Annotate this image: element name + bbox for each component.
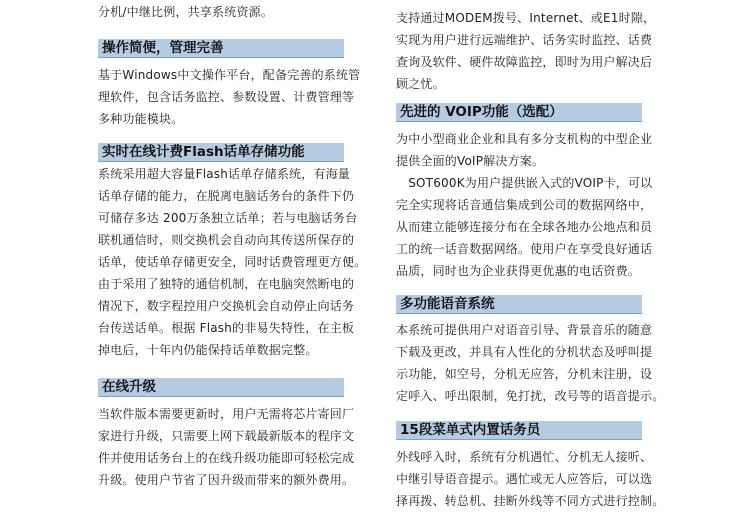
text-line: SOT600K为用户提供嵌入式的VOIP卡，可以: [396, 176, 653, 190]
section-body-voip: [396, 128, 666, 282]
intro-paragraph-right: [396, 7, 666, 95]
section-body-online-upgrade: [98, 403, 368, 491]
text-line: 示功能，如空号，分机无应答，分机未注册，设: [396, 367, 653, 381]
text-line: 情况下，数字程控用户交换机会自动停止向话务: [98, 299, 355, 313]
text-line: 由于采用了独特的通信机制，在电脑突然断电的: [98, 277, 355, 291]
text-line: 话单，使话单存储更安全，同时话费管理更方便。: [98, 255, 367, 269]
text-line: 中继引导语音提示。遇忙或无人应答后，可以选: [396, 472, 653, 486]
text-line: 择再拨、转总机、挂断外线等不同方式进行控制。: [396, 494, 665, 508]
text-line: 当软件版本需要更新时，用户无需将芯片寄回厂: [98, 407, 355, 421]
text-line: 外线呼入时，系统有分机遇忙、分机无人接听、: [396, 450, 653, 464]
text-line: 从而建立能够连接分布在全球各地办公地点和员: [396, 220, 653, 234]
text-line: 品质，同时也为企业获得更优惠的电话资费。: [396, 264, 641, 278]
text-line: 升级。使用户节省了因升级而带来的额外费用。: [98, 473, 355, 487]
section-heading-easy-operation: 操作简便，管理完善: [98, 39, 344, 58]
section-heading-operator: 15段菜单式内置话务员: [396, 421, 642, 440]
section-body-flash-billing: [98, 163, 368, 361]
text-line: 话单存储的能力，在脱离电脑话务台的条件下仍: [98, 189, 355, 203]
text-line: 支持通过MODEM拨号、Internet、或E1时隙，: [396, 11, 656, 25]
text-line: 件并使用话务台上的在线升级功能即可轻松完成: [98, 451, 355, 465]
text-line: 定呼入、呼出限制，免打扰，改号等的语音提示。: [396, 389, 665, 403]
text-line: 下载及更改，并具有人性化的分机状态及呼叫提: [396, 345, 653, 359]
section-body-voice-system: [396, 319, 666, 407]
text-line: 联机通信时，则交换机会自动向其传送所保存的: [98, 233, 355, 247]
text-line: 本系统可提供用户对语音引导、背景音乐的随意: [396, 323, 653, 337]
section-body-operator: [396, 446, 666, 512]
text-line: 提供全面的VoIP解决方案。: [396, 154, 545, 168]
section-heading-voip: 先进的 VOIP功能（选配）: [396, 103, 642, 122]
text-line: 系统采用超大容量Flash话单存储系统，有海量: [98, 167, 351, 181]
text-line: 工的统一话音数据网络。使用户在享受良好通话: [396, 242, 653, 256]
text-line: 完全实现将话音通信集成到公司的数据网络中，: [396, 198, 653, 212]
text-line: 实现为用户进行远端维护、话务实时监控、话费: [396, 33, 653, 47]
section-heading-flash-billing: 实时在线计费Flash话单存储功能: [98, 143, 344, 162]
text-line: 为中小型商业企业和具有多分支机构的中型企业: [396, 132, 653, 146]
text-line: 基于Windows中文操作平台，配备完善的系统管: [98, 68, 361, 82]
text-line: 理软件，包含话务监控、参数设置、计费管理等: [98, 90, 355, 104]
text-line: 掉电后，十年内仍能保持话单数据完整。: [98, 343, 318, 357]
text-line: 多种功能模块。: [98, 112, 184, 126]
section-heading-voice-system: 多功能语音系统: [396, 295, 642, 314]
text-line: 顾之忧。: [396, 77, 445, 91]
section-body-easy-operation: [98, 64, 368, 130]
text-line: 台传送话单。根据 Flash的非易失特性，在主板: [98, 321, 355, 335]
section-heading-online-upgrade: 在线升级: [98, 378, 344, 397]
text-line: 家进行升级，只需要上网下载最新版本的程序文: [98, 429, 355, 443]
text-line: 查询及软件、硬件故障监控，即时为用户解决后: [396, 55, 653, 69]
intro-paragraph-left: [98, 1, 368, 23]
text-line: 可储存多达 200万条独立话单；若与电脑话务台: [98, 211, 358, 225]
text-line: 分机/中继比例，共享系统资源。: [98, 5, 274, 19]
